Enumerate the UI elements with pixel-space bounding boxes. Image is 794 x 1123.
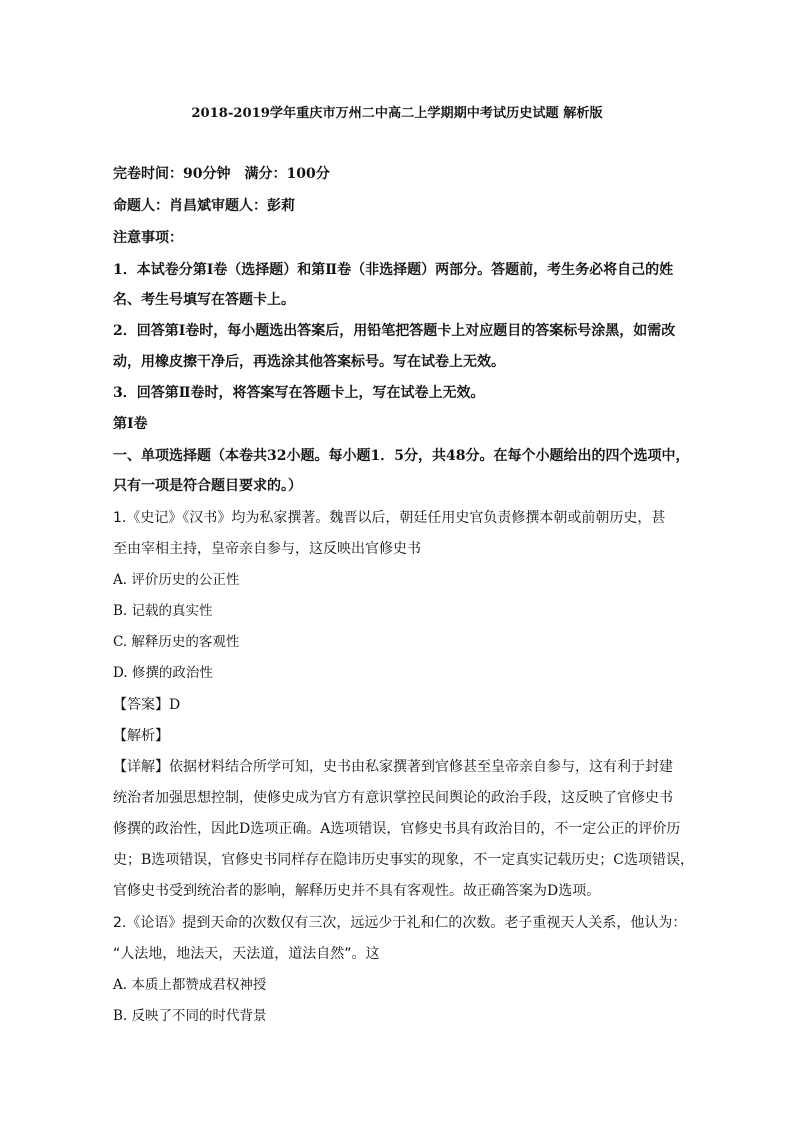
notice-item-1-line-1: 1．本试卷分第Ⅰ卷（选择题）和第Ⅱ卷（非选择题）两部分。答题前，考生务必将自己的姓 [113,262,674,278]
question-1-stem-line-1: 1.《史记》《汉书》均为私家撰著。魏晋以后，朝廷任用史官负责修撰本朝或前朝历史，甚 [113,510,666,526]
question-1-detail-line-2: 统治者加强思想控制，使修史成为官方有意识掌控民间舆论的政治手段，这反映了官修史书 [113,790,673,806]
question-2-option-b: B. 反映了不同的时代背景 [113,1008,267,1024]
question-1-option-a: A. 评价历史的公正性 [113,572,240,588]
notice-item-2-line-1: 2．回答第Ⅰ卷时，每小题选出答案后，用铅笔把答题卡上对应题目的答案标号涂黑，如需改 [113,323,676,339]
notice-heading: 注意事项： [113,230,183,246]
question-2-option-a: A. 本质上都赞成君权神授 [113,977,267,993]
exam-time-score: 完卷时间：90分钟 满分：100分 [113,166,330,182]
section-heading-line-2: 只有一项是符合题目要求的。） [113,478,302,494]
question-1-detail-line-1: 【详解】依据材料结合所学可知，史书由私家撰著到官修甚至皇帝亲自参与，这有利于封建 [113,759,673,775]
question-1-detail-line-5: 官修史书受到统治者的影响，解释历史并不具有客观性。故正确答案为D选项。 [113,883,601,899]
question-2-stem-line-2: “人法地，地法天，天法道，道法自然”。这 [113,946,380,962]
exam-authors: 命题人：肖昌斌审题人：彭莉 [113,198,295,214]
volume-label: 第Ⅰ卷 [113,416,148,432]
notice-item-3: 3．回答第Ⅱ卷时，将答案写在答题卡上，写在试卷上无效。 [113,385,485,401]
question-2-stem-line-1: 2.《论语》提到天命的次数仅有三次，远远少于礼和仁的次数。老子重视天人关系，他认为： [113,915,687,931]
question-1-stem-line-2: 至由宰相主持，皇帝亲自参与，这反映出官修史书 [113,541,421,557]
notice-item-1-line-2: 名、考生号填写在答题卡上。 [113,292,295,308]
question-1-answer: 【答案】D [113,697,181,713]
question-1-detail-line-3: 修撰的政治性，因此D选项正确。A选项错误，官修史书具有政治目的，不一定公正的评价历 [113,821,681,837]
question-1-analysis-label: 【解析】 [113,728,169,744]
document-title: 2018-2019学年重庆市万州二中高二上学期期中考试历史试题 解析版 [191,106,603,121]
section-heading-line-1: 一、单项选择题（本卷共32小题。每小题1．5分，共48分。在每个小题给出的四个选项中， [113,448,690,464]
question-1-option-d: D. 修撰的政治性 [113,665,213,681]
question-1-option-c: C. 解释历史的客观性 [113,634,240,650]
notice-item-2-line-2: 动，用橡皮擦干净后，再选涂其他答案标号。写在试卷上无效。 [113,354,505,370]
question-1-detail-line-4: 史；B选项错误，官修史书同样存在隐讳历史事实的现象，不一定真实记载历史；C选项错误， [113,852,694,868]
question-1-option-b: B. 记载的真实性 [113,603,213,619]
